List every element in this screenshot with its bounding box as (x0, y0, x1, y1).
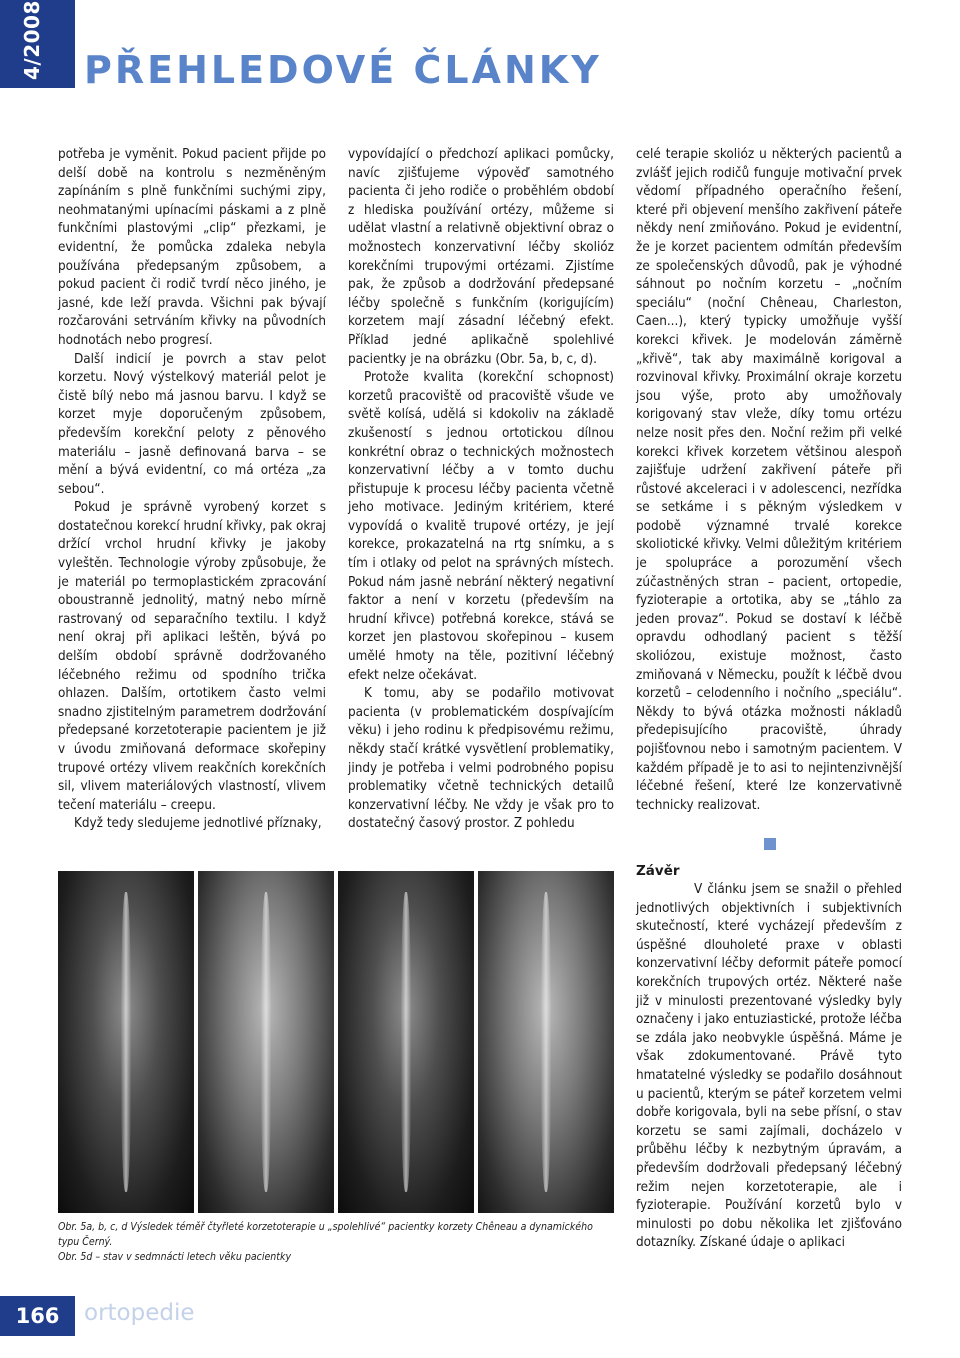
page-number: 166 (0, 1296, 75, 1336)
end-marker-square (764, 838, 776, 850)
paragraph: K tomu, aby se podařilo motivovat pacienta (v problematickém dospívajícím věku) i jeho rodinu k předpisovému režimu, někdy stačí krátké vysvětlení problematiky, jindy je potřeba i velmi podrobného popisu problematiky včetně technických detailů konzervativní léčby. Ne vždy je však pro to dostatečný časový prostor. Z pohledu (348, 686, 614, 832)
issue-bar (0, 0, 75, 88)
paragraph: Když tedy sledujeme jednotlivé příznaky, (74, 816, 322, 832)
text-column-2 (348, 146, 614, 834)
paragraph: Pokud je správně vyrobený korzet s dostatečnou korekcí hrudní křivky, pak okraj držící vrchol hrudní křivky je jakoby vyleštěn. Technologie výroby způsobuje, že je materiál po termoplastickém zpracování oboustranně jednolitý, matný nebo mírně rastrovaný od separačního textilu. I když není okraj při aplikaci leštěn, bývá po delším období správně dodržovaného léčebného režimu od spodního trička ohlazen. Dalším, ortotikem často velmi snadno zjistitelným parametrem dodržování předepsané korzetoterapie pacientem je již v úvodu zmiňovaná deformace skořepiny trupové ortézy vlivem reakčních korekčních sil, vlivem materiálových vlastností, vlivem tečení materiálu – creepu. (58, 500, 326, 813)
journal-name: ortopedie (84, 1300, 195, 1326)
conclusion-heading: Závěr (636, 863, 680, 879)
xray-image-a (58, 871, 194, 1213)
xray-image-b (198, 871, 334, 1213)
issue-label: 4/2008 (20, 0, 44, 80)
paragraph: Protože kvalita (korekční schopnost) korzetů pracoviště od pracoviště všude ve světě kolísá, udělá si kdokoliv na základě zkušeností s jednou ortotickou dílnou konkrétní obraz o technických možnostech konzervativní léčby a v tomto duchu přistupuje k procesu léčby pacienta včetně jeho motivace. Jediným kritériem, které vypovídá o kvalitě trupové ortézy, je její korekce, prokazatelná na rtg snímku, a s tím i otlaky od pelot na správných místech. Pokud nám jasně nebrání některý negativní faktor a není v korzetu (především na hrudní křivce) potřebná korekce, stává se korzet jen plastovou skořepinou – kusem umělé hmoty na těle, pozitivní léčebný efekt nelze očekávat. (348, 370, 614, 683)
xray-figure (58, 871, 614, 1213)
conclusion-text (636, 881, 902, 1253)
caption-line: Obr. 5d – stav v sedmnácti letech věku pacientky (58, 1251, 292, 1263)
section-title: PŘEHLEDOVÉ ČLÁNKY (84, 48, 602, 92)
paragraph: vypovídající o předchozí aplikaci pomůcky, navíc zjišťujeme výpověď samotného pacienta či jeho rodiče o proběhlém období z hlediska používání ortézy, můžeme si udělat vlastní a relativně objektivní obraz o možnostech konzervativní léčby skolióz korekčními trupovými ortézami. Zjistíme pak, že způsob a dodržování předepsané léčby společně s funkčním (korigujícím) korzetem mají zásadní léčebný efekt. Příklad jedné aplikačně spolehlivé pacientky je na obrázku (Obr. 5a, b, c, d). (348, 147, 614, 367)
text-column-1 (58, 146, 326, 834)
xray-image-c (338, 871, 474, 1213)
paragraph: V článku jsem se snažil o přehled jednotlivých objektivních i subjektivních skutečností, které vycházejí především z úspěšné dlouholeté praxe v oblasti konzervativní léčby deformit páteře pomocí korekčních trupových ortéz. Některé naše již v minulosti prezentované výsledky byly označeny i jako entuziastické, protože léčba se zdála jako neobvykle úspěšná. Máme je však zdokumentované. Právě tyto hmatatelné výsledky se podařilo dosáhnout u pacientů, kterým se páteř korzetem velmi dobře korigovala, byli na sebe přísní, o stav korzetu se sami zajímali, docházelo v průběhu léčby k nezbytným úpravám, a především dodržovali předepsaný léčebný režim nejen korzetoterapie, ale i fyzioterapie. Používání korzetů bylo v minulosti po dobu několika let zjišťováno dotazníky. Získané údaje o aplikaci (636, 882, 902, 1251)
paragraph: Další indicií je povrch a stav pelot korzetu. Nový výstelkový materiál pelot je čistě bílý nebo má jasnou barvu. I když se korzet myje doporučeným způsobem, především korekční peloty z pěnového materiálu – jasně definovaná barva – se mění a bývá evidentní, co má ortéza „za sebou“. (58, 351, 326, 497)
caption-line: Obr. 5a, b, c, d Výsledek téměř čtyřleté korzetoterapie u „spolehlivé“ pacientky korzety Chêneau a dynamického typu Černý. (58, 1221, 593, 1248)
figure-caption (58, 1220, 614, 1265)
paragraph: celé terapie skolióz u některých pacientů a zvlášť jejich rodičů funguje motivační prvek vědomí případného operačního řešení, které při objevení menšího zakřivení páteře někdy není zmiňováno. Pokud je evidentní, že je korzet pacientem odmítán především ze společenských důvodů, pak je výhodné sáhnout po nočním korzetu – „nočním speciálu“ (noční Chêneau, Charleston, Caen...), který typicky umožňuje vyšší korekci křivek. Je modelován záměrně „křivě“, tak aby maximálně korigoval a rozvinoval křivky. Proximální okraje korzetu jsou výše, proto aby umožňovaly korigovaný stav vleže, díky tomu ortézu nelze nosit přes den. Noční režim při velké korekci křivek korzetem většinou alespoň zajišťuje udržení zakřivení páteře při růstové akceleraci i v adolescenci, nezřídka se setkáme i s pěkným výsledkem v podobě významné trvalé korekce skoliotické křivky. Velmi důležitým kritériem je spolupráce a porozumění všech zúčastněných stran – pacient, ortopedie, fyzioterapie a ortotika, aby se „táhlo za jeden provaz“. Pokud se dostaví k léčbě opravdu odhodlaný pacient s těžší skoliózou, existuje možnost, často zmiňovaná v Německu, použít k léčbě dvou korzetů – celodenního i nočního „speciálu“. Někdy to bývá otázka možnosti nákladů předepisujícího pracoviště, úhrady pojišťovnou nebo i samotným pacientem. V každém případě je to asi to nejintenzivnější léčebné řešení, které lze konzervativně technicky realizovat. (636, 147, 902, 813)
paragraph: potřeba je vyměnit. Pokud pacient přijde po delší době na kontrolu s nezměněným zapínáním s plně funkčními suchými zipy, neohmatanými upínacími páskami a z plně funkčními plastovými „clip“ přezkami, je evidentní, že pomůcka zdaleka nebyla používána předepsaným způsobem, a pokud pacient či rodič tvrdí něco jiného, je jasné, kde leží pravda. Všichni pak bývají rozčarováni setrváním křivky na původních hodnotách nebo progresí. (58, 147, 326, 348)
xray-image-d (478, 871, 614, 1213)
text-column-3 (636, 146, 902, 815)
